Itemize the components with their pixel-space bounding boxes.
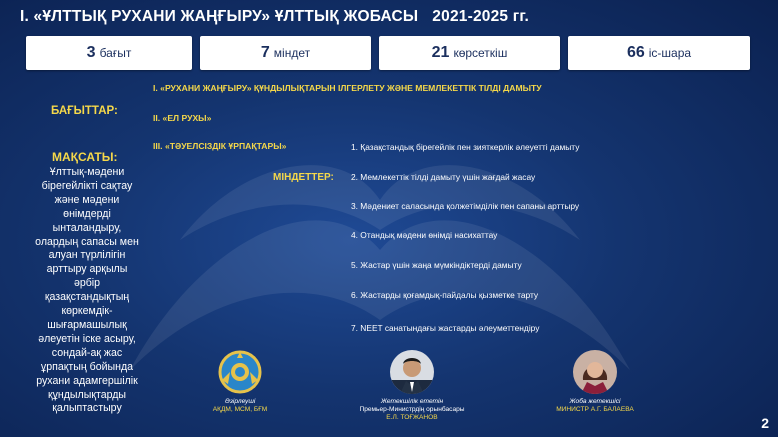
stat-directions-label: бағыт <box>99 46 132 60</box>
task-item-7: 7. NEET санатындағы жастарды әлеуметтендіру <box>351 323 540 333</box>
task-item-3: 3. Мәдениет саласында қолжетімділік пен сапаны арттыру <box>351 201 580 211</box>
stat-events <box>568 36 750 70</box>
project-lead-name: МИНИСТР А.Г. БАЛАЕВА <box>556 406 634 413</box>
stat-indicators <box>379 36 560 70</box>
stat-indicators-number: 21 <box>431 44 450 61</box>
task-item-6: 6. Жастарды қоғамдық-пайдалы қызметке тарту <box>351 290 539 300</box>
stat-directions <box>26 36 192 70</box>
stat-events-number: 66 <box>626 44 645 61</box>
direction-item-3: III. «ТӘУЕЛСІЗДІК ҰРПАҚТАРЫ» <box>153 141 287 151</box>
task-item-2: 2. Мемлекеттік тілді дамыту үшін жағдай жасау <box>351 172 536 182</box>
title-years: 2021-2025 гг. <box>432 8 529 25</box>
stat-tasks <box>200 36 371 70</box>
project-lead-photo <box>573 350 617 394</box>
direction-item-1: I. «РУХАНИ ЖАҢҒЫРУ» ҚҰНДЫЛЫҚТАРЫН ІЛГЕРЛЕТУ ЖӘНЕ МЕМЛЕКЕТТІК ТІЛДІ ДАМЫТУ <box>153 83 542 93</box>
developer-names: АҚДМ, МСМ, БҒМ <box>212 406 268 413</box>
stat-directions-number: 3 <box>86 44 96 61</box>
directions-label: БАҒЫТТАР: <box>51 105 118 117</box>
stat-indicators-label: көрсеткіш <box>453 46 508 60</box>
stat-tasks-label: міндет <box>273 46 311 60</box>
developer-role: Әзірлеуші <box>224 398 256 405</box>
title-text: I. «ҰЛТТЫҚ РУХАНИ ЖАҢҒЫРУ» ҰЛТТЫҚ ЖОБАСЫ <box>20 8 419 25</box>
task-item-1: 1. Қазақстандық бірегейлік пен зияткерлік әлеуетті дамыту <box>351 142 580 152</box>
project-lead-block <box>540 350 650 414</box>
stat-tasks-number: 7 <box>260 44 270 61</box>
state-emblem-icon <box>218 350 262 394</box>
supervisor-position: Премьер-Министрдің орынбасары <box>359 406 465 413</box>
project-lead-role: Жоба жетекшісі <box>569 398 621 405</box>
task-item-4: 4. Отандық мәдени өнімді насихаттау <box>351 230 498 240</box>
supervisor-block <box>347 350 477 422</box>
background-wing-ornament <box>120 120 640 380</box>
supervisor-name: Е.Л. ТОҒЖАНОВ <box>386 414 438 421</box>
stat-events-label: іс-шара <box>648 46 692 60</box>
goal-text: Ұлттық-мәдени бірегейлікті сақтау және мәдени өнімдерді ынталандыру, олардың сапасы мен алуан түрлілігін арттыру арқылы әрбір қазақстандықтың көркемдік-шығармашылық әлеуетін іске асыру, сондай-ақ жас ұрпақтың бойында рухани адамгершілік құндылықтарды қалыптастыру <box>35 166 139 415</box>
task-item-5: 5. Жастар үшін жаңа мүмкіндіктерді дамыту <box>351 260 522 270</box>
page-title <box>20 8 529 26</box>
page-number: 2 <box>761 415 769 431</box>
tasks-label: МІНДЕТТЕР: <box>273 172 334 183</box>
supervisor-photo <box>390 350 434 394</box>
supervisor-role: Жетекшілік ететін <box>380 398 444 405</box>
developer-block <box>190 350 290 414</box>
goal-title: МАҚСАТЫ: <box>52 150 118 164</box>
direction-item-2: II. «ЕЛ РУХЫ» <box>153 113 212 123</box>
